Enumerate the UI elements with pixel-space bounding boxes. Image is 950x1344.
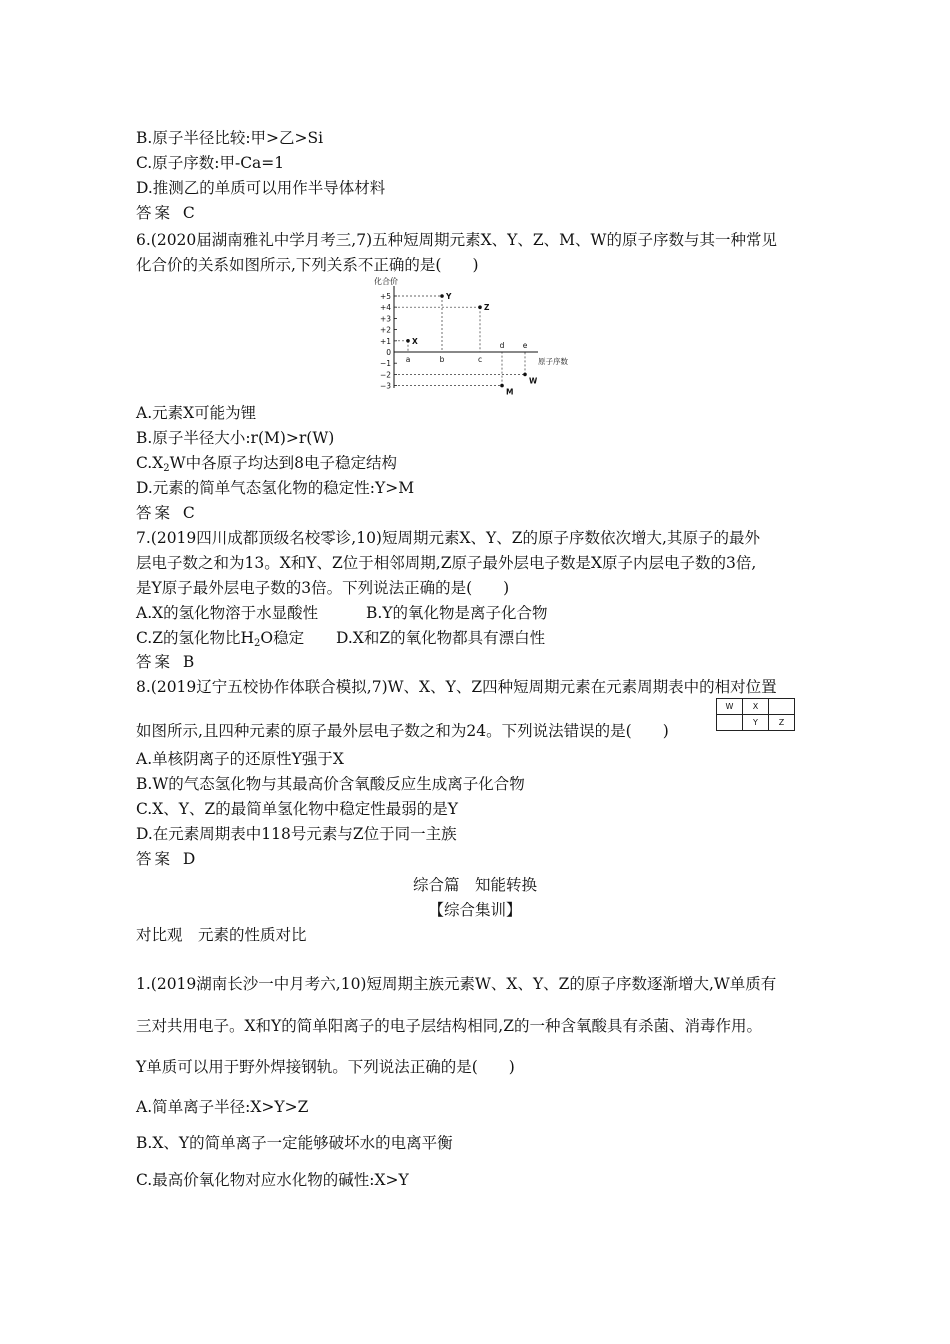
periodic-table-fragment (716, 698, 795, 731)
y-tick-label: +5 (379, 292, 391, 301)
x-tick-label: e (522, 341, 528, 350)
y-tick-label: 0 (386, 348, 391, 357)
q6-option-a: A.元素X可能为锂 (136, 404, 257, 422)
q8-option-b: B.W的气态氢化物与其最高价含氧酸反应生成离子化合物 (136, 775, 525, 793)
q7-option-b: B.Y的氧化物是离子化合物 (366, 604, 548, 622)
answer-label: 答案 (136, 504, 174, 522)
y-tick-label: +1 (379, 336, 391, 346)
q5-option-b: B.原子半径比较:甲>乙>Si (136, 129, 324, 147)
table-cell (717, 715, 743, 731)
q8-stem-line-2: 如图所示,且四种元素的原子最外层电子数之和为24。下列说法错误的是( ) (136, 722, 669, 740)
q7-options-cd (136, 628, 545, 654)
q1-stem-line-2: 三对共用电子。X和Y的简单阳离子的电子层结构相同,Z的一种含氧酸具有杀菌、消毒作用。 (136, 1017, 762, 1035)
q6-option-c-pre: C.X (136, 454, 164, 472)
answer-value: C (182, 504, 195, 522)
q6-option-b: B.原子半径大小:r(M)>r(W) (136, 429, 335, 447)
q7-option-a: A.X的氢化物溶于水显酸性 (136, 604, 319, 622)
x-tick-label: c (477, 355, 483, 364)
answer-label: 答案 (136, 204, 174, 222)
q6-option-c (136, 453, 397, 479)
section-subtitle: 【综合集训】 (428, 901, 522, 919)
answer-value: D (182, 850, 196, 868)
q5-option-c: C.原子序数:甲-Ca=1 (136, 154, 285, 172)
q6-option-c-sub: 2 (163, 463, 170, 474)
q7-option-c-pre: C.Z的氢化物比H (136, 629, 255, 647)
y-tick-label: +3 (379, 314, 391, 324)
y-tick-label: +4 (379, 303, 391, 313)
section-topic: 对比观 元素的性质对比 (136, 926, 307, 944)
chart-axes (374, 276, 568, 391)
y-axis-label: 化合价 (374, 277, 398, 286)
q8-option-d: D.在元素周期表中118号元素与Z位于同一主族 (136, 825, 457, 843)
data-point-m (500, 384, 504, 388)
q7-stem-line-2: 层电子数之和为13。X和Y、Z位于相邻周期,Z原子最外层电子数是X原子内层电子数的3倍, (136, 554, 757, 572)
answer-value: B (182, 653, 195, 671)
q6-option-d: D.元素的简单气态氢化物的稳定性:Y>M (136, 479, 415, 497)
answer-label: 答案 (136, 653, 174, 671)
point-label-z: Z (484, 303, 490, 313)
point-label-m: M (506, 387, 514, 397)
q7-stem-line-3: 是Y原子最外层电子数的3倍。下列说法正确的是( ) (136, 579, 510, 597)
q6-option-c-post: W中各原子均达到8电子稳定结构 (169, 454, 397, 472)
data-point-y (440, 294, 444, 298)
q6-answer (136, 503, 195, 523)
y-tick-label: −1 (379, 359, 391, 369)
answer-label: 答案 (136, 850, 174, 868)
table-row (717, 699, 795, 715)
y-tick-label: −2 (379, 370, 391, 380)
chart-marks (406, 292, 538, 397)
q5-option-d: D.推测乙的单质可以用作半导体材料 (136, 179, 386, 197)
y-tick-label: −3 (379, 381, 391, 391)
q1-stem-line-1: 1.(2019湖南长沙一中月考六,10)短周期主族元素W、X、Y、Z的原子序数逐渐增大,W单质有 (136, 975, 777, 993)
point-label-x: X (412, 336, 418, 346)
q5-answer (136, 203, 195, 223)
q8-answer (136, 849, 195, 869)
x-axis-label: 原子序数 (538, 357, 568, 366)
q1-option-a: A.简单离子半径:X>Y>Z (136, 1098, 309, 1116)
point-label-w: W (529, 376, 538, 386)
q7-option-c-sub: 2 (254, 638, 261, 649)
data-point-z (478, 305, 482, 309)
q1-stem-line-3: Y单质可以用于野外焊接钢轨。下列说法正确的是( ) (136, 1058, 515, 1076)
q8-option-c: C.X、Y、Z的最简单氢化物中稳定性最弱的是Y (136, 800, 459, 818)
q1-option-c: C.最高价氧化物对应水化物的碱性:X>Y (136, 1171, 409, 1189)
table-cell (769, 699, 795, 715)
q8-stem-line-1: 8.(2019辽宁五校协作体联合模拟,7)W、X、Y、Z四种短周期元素在元素周期表中的相对位置 (136, 678, 777, 696)
y-tick-label: +2 (379, 325, 391, 335)
point-label-y: Y (446, 292, 452, 301)
section-title: 综合篇 知能转换 (412, 876, 537, 894)
answer-value: C (182, 204, 195, 222)
q7-stem-line-1: 7.(2019四川成都顶级名校零诊,10)短周期元素X、Y、Z的原子序数依次增大,其原子的最外 (136, 529, 760, 547)
x-tick-label: b (439, 355, 445, 364)
q8-option-a: A.单核阴离子的还原性Y强于X (136, 750, 344, 768)
table-cell: Z (769, 715, 795, 731)
x-tick-label: d (499, 341, 505, 350)
q1-option-b: B.X、Y的简单离子一定能够破坏水的电离平衡 (136, 1134, 453, 1152)
q7-answer (136, 652, 194, 672)
q6-stem-line-2: 化合价的关系如图所示,下列关系不正确的是( ) (136, 256, 479, 274)
table-row (717, 715, 795, 731)
q7-option-d: D.X和Z的氧化物都具有漂白性 (336, 629, 546, 647)
q6-stem-line-1: 6.(2020届湖南雅礼中学月考三,7)五种短周期元素X、Y、Z、M、W的原子序数与其一种常见 (136, 231, 777, 249)
x-tick-label: a (405, 355, 411, 364)
data-point-w (523, 373, 527, 377)
data-point-x (406, 339, 410, 343)
q7-options-ab (136, 603, 548, 623)
valence-chart (360, 277, 600, 397)
q7-option-c (136, 628, 336, 654)
table-cell: X (743, 699, 769, 715)
table-cell: Y (743, 715, 769, 731)
q7-option-c-post: O稳定 (260, 629, 305, 647)
table-cell: W (717, 699, 743, 715)
